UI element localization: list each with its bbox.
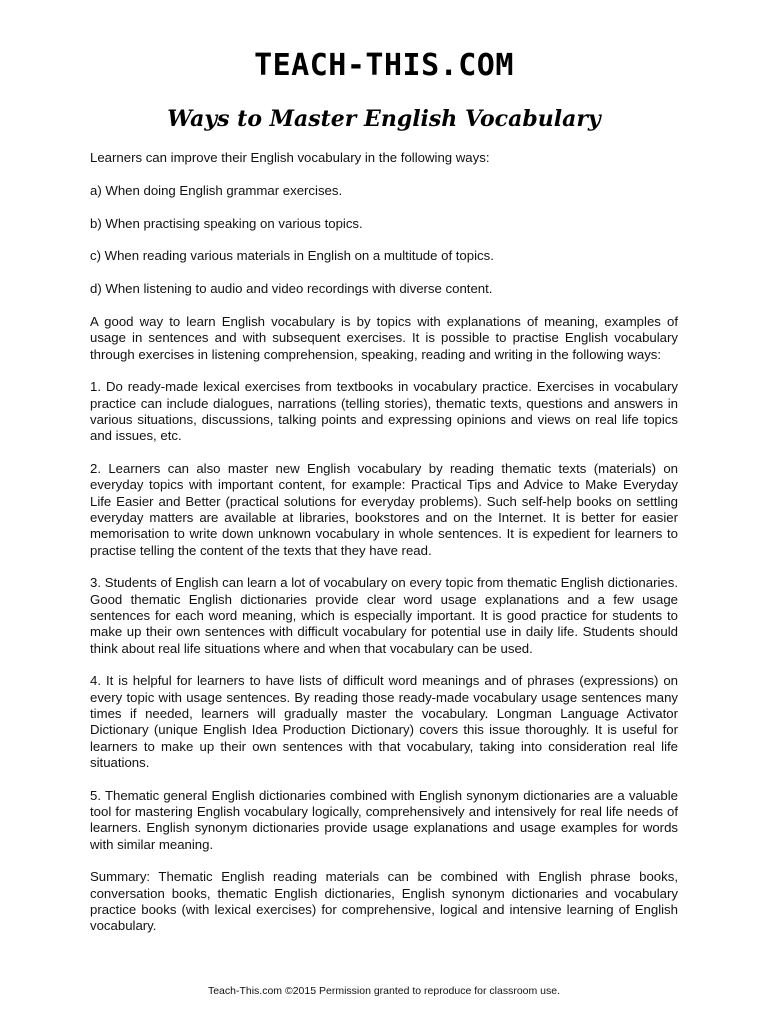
point-paragraph: 2. Learners can also master new English vocabulary by reading thematic texts (materials) on everyday topics with important content, for example: Practical Tips and Advice to Make Everyday Life Easier and Better (practical solutions for everyday problems). Such self-help books on settling everyday matters are available at libraries, bookstores and on the Internet. It is better for easier memorisation to write down unknown vocabulary in whole sentences. It is expedient for learners to practise telling the content of the texts that they have read. [90, 461, 678, 558]
copyright-footer: Teach-This.com ©2015 Permission granted to reproduce for classroom use. [207, 985, 561, 997]
way-item: d) When listening to audio and video recordings with diverse content. [90, 281, 493, 297]
point-paragraph: 4. It is helpful for learners to have lists of difficult word meanings and of phrases (expressions) on every topic with usage sentences. By reading those ready-made vocabulary usage sentences many times if needed, learners will gradually master the vocabulary. Longman Language Activator Dictionary (unique English Idea Production Dictionary) covers this issue thoroughly. It is useful for learners to make up their own sentences with that vocabulary, taking into consideration real life situations. [90, 673, 678, 770]
way-item: c) When reading various materials in English on a multitude of topics. [90, 248, 494, 264]
overview-paragraph: A good way to learn English vocabulary is by topics with explanations of meaning, examples of usage in sentences and with subsequent exercises. It is possible to practise English vocabulary through exercises in listening comprehension, speaking, reading and writing in the following ways: [90, 313, 678, 362]
way-item: b) When practising speaking on various topics. [90, 215, 363, 231]
point-paragraph: 3. Students of English can learn a lot of vocabulary on every topic from thematic English dictionaries. Good thematic English dictionaries provide clear word usage explanations and a few usage sentences for each word meaning, which is especially important. It is good practice for students to make up their own sentences with difficult vocabulary for potential use in daily life. Students should think about real life situations where and when that vocabulary can be used. [90, 575, 678, 656]
summary-paragraph: Summary: Thematic English reading materials can be combined with English phrase books, conversation books, thematic English dictionaries, English synonym dictionaries and vocabulary practice books (with lexical exercises) for comprehensive, logical and intensive learning of English vocabulary. [90, 869, 678, 934]
document-body [90, 150, 678, 951]
intro-paragraph: Learners can improve their English vocabulary in the following ways: [90, 150, 490, 165]
point-paragraph: 1. Do ready-made lexical exercises from textbooks in vocabulary practice. Exercises in vocabulary practice can include dialogues, narrations (telling stories), thematic texts, questions and answers in various situations, discussions, talking points and expressing opinions and views on real life topics and issues, etc. [90, 379, 678, 444]
site-title: TEACH-THIS.COM [254, 48, 514, 83]
way-item: a) When doing English grammar exercises. [90, 182, 343, 198]
point-paragraph: 5. Thematic general English dictionaries combined with English synonym dictionaries are a valuable tool for mastering English vocabulary logically, comprehensively and intensively for real life needs of learners. English synonym dictionaries provide usage explanations and usage examples for words with similar meaning. [90, 787, 678, 852]
document-title: Ways to Master English Vocabulary [167, 106, 601, 132]
